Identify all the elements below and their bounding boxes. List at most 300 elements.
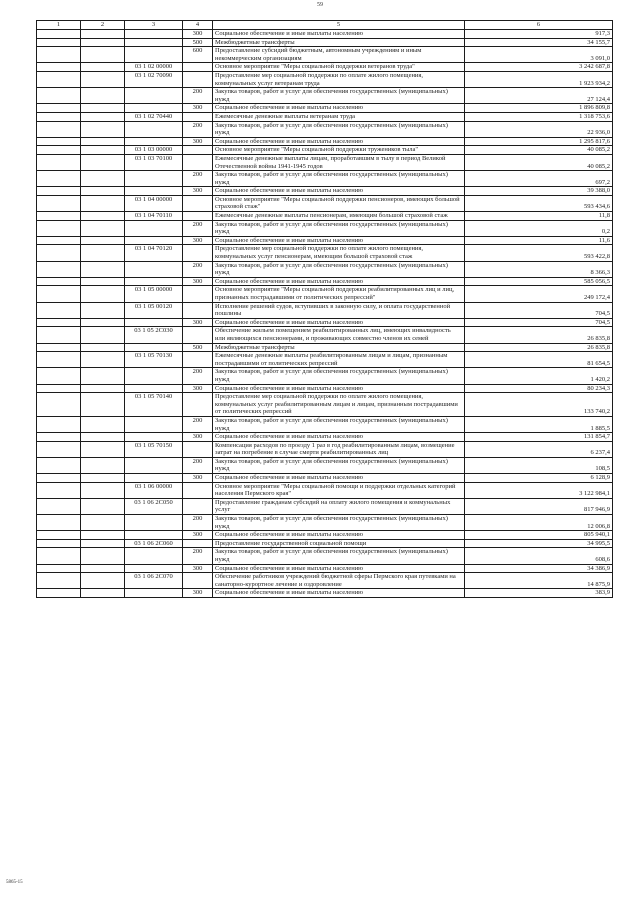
cell-description: Закупка товаров, работ и услуг для обеспечения государственных (муниципальных) нужд [213, 220, 465, 236]
cell-expense-type: 200 [183, 261, 213, 277]
cell-expense-type: 300 [183, 384, 213, 393]
cell-target-code [125, 564, 183, 573]
cell-col-1 [37, 245, 81, 261]
cell-amount: 26 835,8 [465, 327, 613, 343]
cell-amount: 383,9 [465, 589, 613, 598]
cell-amount: 805 940,1 [465, 531, 613, 540]
cell-description: Социальное обеспечение и иные выплаты населению [213, 564, 465, 573]
cell-amount: 593 434,6 [465, 195, 613, 211]
header-col-2: 2 [81, 21, 125, 30]
cell-target-code: 03 1 04 70120 [125, 245, 183, 261]
cell-expense-type: 200 [183, 220, 213, 236]
table-row [37, 327, 613, 343]
header-col-5: 5 [213, 21, 465, 30]
cell-expense-type: 500 [183, 343, 213, 352]
cell-target-code: 03 1 05 2С030 [125, 327, 183, 343]
cell-description: Закупка товаров, работ и услуг для обеспечения государственных (муниципальных) нужд [213, 548, 465, 564]
cell-target-code: 03 1 05 70150 [125, 441, 183, 457]
cell-amount: 81 654,5 [465, 352, 613, 368]
cell-description: Предоставление мер социальной поддержки по оплате жилого помещения, коммунальных услуг ветеранам труда [213, 71, 465, 87]
table-row [37, 474, 613, 483]
cell-expense-type: 500 [183, 38, 213, 47]
cell-col-1 [37, 195, 81, 211]
cell-description: Предоставление мер социальной поддержки по оплате жилого помещения, коммунальных услуг реабилитированным лицам и лицам, признанным пострадавшими от политических репрессий [213, 393, 465, 417]
cell-target-code [125, 104, 183, 113]
cell-col-2 [81, 368, 125, 384]
cell-col-1 [37, 71, 81, 87]
cell-col-2 [81, 220, 125, 236]
table-row [37, 88, 613, 104]
cell-col-1 [37, 318, 81, 327]
cell-description: Социальное обеспечение и иные выплаты населению [213, 236, 465, 245]
cell-description: Социальное обеспечение и иные выплаты населению [213, 187, 465, 196]
cell-col-1 [37, 63, 81, 72]
cell-col-2 [81, 482, 125, 498]
cell-col-2 [81, 112, 125, 121]
cell-target-code [125, 589, 183, 598]
cell-amount: 34 155,7 [465, 38, 613, 47]
cell-col-2 [81, 384, 125, 393]
cell-target-code [125, 515, 183, 531]
cell-target-code: 03 1 06 2С070 [125, 573, 183, 589]
cell-description: Закупка товаров, работ и услуг для обеспечения государственных (муниципальных) нужд [213, 416, 465, 432]
cell-col-1 [37, 441, 81, 457]
table-row [37, 573, 613, 589]
cell-description: Основное мероприятие "Меры социальной поддержки ветеранов труда" [213, 63, 465, 72]
cell-col-2 [81, 352, 125, 368]
cell-col-1 [37, 474, 81, 483]
cell-target-code [125, 318, 183, 327]
cell-amount: 39 388,0 [465, 187, 613, 196]
cell-target-code [125, 88, 183, 104]
cell-col-2 [81, 71, 125, 87]
table-row [37, 515, 613, 531]
cell-col-2 [81, 548, 125, 564]
cell-col-2 [81, 539, 125, 548]
cell-expense-type [183, 71, 213, 87]
cell-expense-type [183, 573, 213, 589]
cell-col-1 [37, 343, 81, 352]
cell-expense-type [183, 539, 213, 548]
cell-col-2 [81, 47, 125, 63]
cell-expense-type [183, 498, 213, 514]
cell-target-code: 03 1 05 00120 [125, 302, 183, 318]
page-number: 59 [317, 2, 323, 8]
cell-expense-type [183, 154, 213, 170]
cell-target-code [125, 236, 183, 245]
cell-col-1 [37, 121, 81, 137]
table-row [37, 531, 613, 540]
table-row [37, 441, 613, 457]
table-row [37, 104, 613, 113]
cell-col-1 [37, 171, 81, 187]
cell-expense-type: 300 [183, 589, 213, 598]
cell-description: Предоставление субсидий бюджетным, автономным учреждениям и иным некоммерческим организациям [213, 47, 465, 63]
cell-amount: 917,3 [465, 30, 613, 39]
cell-col-1 [37, 393, 81, 417]
cell-amount: 12 006,8 [465, 515, 613, 531]
cell-target-code: 03 1 05 70130 [125, 352, 183, 368]
cell-amount: 817 946,9 [465, 498, 613, 514]
cell-description: Ежемесячные денежные выплаты лицам, проработавшим в тылу в период Великой Отечественной войны 1941-1945 годов [213, 154, 465, 170]
cell-amount: 40 085,2 [465, 154, 613, 170]
cell-col-2 [81, 88, 125, 104]
cell-expense-type: 200 [183, 88, 213, 104]
cell-target-code: 03 1 04 00000 [125, 195, 183, 211]
table-row [37, 539, 613, 548]
cell-col-1 [37, 498, 81, 514]
cell-col-1 [37, 548, 81, 564]
cell-col-2 [81, 573, 125, 589]
cell-expense-type: 200 [183, 368, 213, 384]
cell-col-2 [81, 30, 125, 39]
cell-col-2 [81, 286, 125, 302]
cell-col-1 [37, 531, 81, 540]
cell-col-2 [81, 38, 125, 47]
cell-target-code [125, 187, 183, 196]
cell-amount: 6 237,4 [465, 441, 613, 457]
cell-target-code [125, 47, 183, 63]
cell-amount: 608,6 [465, 548, 613, 564]
table-row [37, 416, 613, 432]
cell-expense-type: 300 [183, 137, 213, 146]
cell-amount: 11,6 [465, 236, 613, 245]
cell-col-1 [37, 104, 81, 113]
cell-description: Основное мероприятие "Меры социальной поддержки тружеников тыла" [213, 146, 465, 155]
cell-expense-type [183, 63, 213, 72]
cell-target-code [125, 548, 183, 564]
cell-expense-type [183, 302, 213, 318]
cell-description: Обеспечение жильем помещением реабилитированных лиц, имеющих инвалидность или являющихся пенсионерами, и проживающих совместно членов их семей [213, 327, 465, 343]
cell-target-code: 03 1 03 00000 [125, 146, 183, 155]
cell-target-code: 03 1 06 2С050 [125, 498, 183, 514]
table-row [37, 30, 613, 39]
table-row [37, 121, 613, 137]
cell-target-code [125, 261, 183, 277]
cell-expense-type: 300 [183, 187, 213, 196]
cell-target-code: 03 1 06 2С060 [125, 539, 183, 548]
table-row [37, 112, 613, 121]
table-row [37, 195, 613, 211]
cell-expense-type [183, 393, 213, 417]
cell-amount: 0,2 [465, 220, 613, 236]
cell-expense-type [183, 327, 213, 343]
cell-col-1 [37, 286, 81, 302]
cell-col-2 [81, 187, 125, 196]
cell-col-1 [37, 220, 81, 236]
footer-code: 5865-15 [6, 880, 23, 885]
cell-target-code [125, 384, 183, 393]
cell-expense-type [183, 112, 213, 121]
cell-amount: 3 122 984,1 [465, 482, 613, 498]
cell-target-code [125, 368, 183, 384]
cell-description: Социальное обеспечение и иные выплаты населению [213, 318, 465, 327]
cell-col-2 [81, 433, 125, 442]
header-col-3: 3 [125, 21, 183, 30]
cell-col-2 [81, 498, 125, 514]
cell-col-1 [37, 187, 81, 196]
cell-col-2 [81, 457, 125, 473]
table-row [37, 47, 613, 63]
table-row [37, 498, 613, 514]
cell-description: Социальное обеспечение и иные выплаты населению [213, 277, 465, 286]
cell-expense-type: 300 [183, 564, 213, 573]
cell-amount: 133 740,2 [465, 393, 613, 417]
cell-col-2 [81, 104, 125, 113]
cell-target-code [125, 38, 183, 47]
cell-col-1 [37, 146, 81, 155]
cell-col-2 [81, 416, 125, 432]
cell-target-code: 03 1 03 70100 [125, 154, 183, 170]
cell-amount: 1 295 817,6 [465, 137, 613, 146]
cell-expense-type [183, 286, 213, 302]
cell-col-1 [37, 88, 81, 104]
cell-description: Межбюджетные трансферты [213, 343, 465, 352]
cell-target-code [125, 171, 183, 187]
table-row [37, 318, 613, 327]
cell-col-1 [37, 38, 81, 47]
table-row [37, 343, 613, 352]
cell-target-code [125, 474, 183, 483]
cell-col-2 [81, 318, 125, 327]
cell-expense-type [183, 441, 213, 457]
table-row [37, 63, 613, 72]
cell-expense-type: 200 [183, 121, 213, 137]
cell-col-2 [81, 212, 125, 221]
cell-col-2 [81, 277, 125, 286]
cell-target-code: 03 1 05 70140 [125, 393, 183, 417]
cell-amount: 34 386,9 [465, 564, 613, 573]
cell-description: Межбюджетные трансферты [213, 38, 465, 47]
cell-target-code [125, 137, 183, 146]
cell-description: Социальное обеспечение и иные выплаты населению [213, 589, 465, 598]
cell-col-2 [81, 236, 125, 245]
cell-description: Предоставление гражданам субсидий на оплату жилого помещения и коммунальных услуг [213, 498, 465, 514]
cell-description: Закупка товаров, работ и услуг для обеспечения государственных (муниципальных) нужд [213, 368, 465, 384]
cell-expense-type: 300 [183, 104, 213, 113]
cell-col-1 [37, 433, 81, 442]
cell-description: Ежемесячные денежные выплаты ветеранам труда [213, 112, 465, 121]
table-row [37, 433, 613, 442]
cell-target-code [125, 416, 183, 432]
cell-amount: 131 854,7 [465, 433, 613, 442]
cell-amount: 697,2 [465, 171, 613, 187]
table-row [37, 564, 613, 573]
table-row [37, 589, 613, 598]
table-header-row [37, 21, 613, 30]
cell-amount: 14 875,9 [465, 573, 613, 589]
table-row [37, 393, 613, 417]
cell-description: Социальное обеспечение и иные выплаты населению [213, 104, 465, 113]
cell-col-1 [37, 261, 81, 277]
cell-col-2 [81, 137, 125, 146]
table-body [37, 30, 613, 598]
table-row [37, 482, 613, 498]
cell-expense-type: 200 [183, 171, 213, 187]
cell-col-1 [37, 384, 81, 393]
cell-description: Социальное обеспечение и иные выплаты населению [213, 137, 465, 146]
table-row [37, 277, 613, 286]
cell-description: Ежемесячные денежные выплаты реабилитированным лицам и лицам, признанным пострадавшими от политических репрессий [213, 352, 465, 368]
cell-col-2 [81, 564, 125, 573]
cell-col-2 [81, 515, 125, 531]
cell-target-code: 03 1 02 70090 [125, 71, 183, 87]
table-row [37, 154, 613, 170]
cell-col-1 [37, 302, 81, 318]
table-row [37, 302, 613, 318]
cell-col-1 [37, 457, 81, 473]
cell-description: Исполнение решений судов, вступивших в законную силу, и оплата государственной пошлины [213, 302, 465, 318]
table-row [37, 171, 613, 187]
cell-amount: 585 056,5 [465, 277, 613, 286]
cell-amount: 11,8 [465, 212, 613, 221]
cell-expense-type: 300 [183, 318, 213, 327]
cell-target-code: 03 1 06 00000 [125, 482, 183, 498]
cell-col-1 [37, 30, 81, 39]
cell-col-1 [37, 564, 81, 573]
cell-col-1 [37, 515, 81, 531]
cell-description: Ежемесячные денежные выплаты пенсионерам, имеющим большой страховой стаж [213, 212, 465, 221]
cell-col-1 [37, 539, 81, 548]
cell-amount: 1 420,2 [465, 368, 613, 384]
cell-expense-type [183, 212, 213, 221]
cell-target-code: 03 1 05 00000 [125, 286, 183, 302]
cell-expense-type: 300 [183, 236, 213, 245]
header-col-4: 4 [183, 21, 213, 30]
cell-description: Обеспечение работников учреждений бюджетной сферы Пермского края путевками на санаторно-курортное лечение и оздоровление [213, 573, 465, 589]
cell-col-1 [37, 236, 81, 245]
cell-target-code [125, 343, 183, 352]
cell-target-code: 03 1 04 70110 [125, 212, 183, 221]
cell-description: Социальное обеспечение и иные выплаты населению [213, 433, 465, 442]
cell-amount: 1 923 934,2 [465, 71, 613, 87]
table-row [37, 245, 613, 261]
cell-col-1 [37, 368, 81, 384]
cell-description: Социальное обеспечение и иные выплаты населению [213, 384, 465, 393]
cell-col-1 [37, 416, 81, 432]
cell-expense-type [183, 352, 213, 368]
cell-col-1 [37, 112, 81, 121]
cell-description: Закупка товаров, работ и услуг для обеспечения государственных (муниципальных) нужд [213, 88, 465, 104]
cell-expense-type [183, 245, 213, 261]
cell-description: Закупка товаров, работ и услуг для обеспечения государственных (муниципальных) нужд [213, 171, 465, 187]
cell-target-code [125, 121, 183, 137]
cell-expense-type: 200 [183, 416, 213, 432]
cell-col-2 [81, 589, 125, 598]
cell-col-2 [81, 121, 125, 137]
cell-description: Предоставление государственной социальной помощи [213, 539, 465, 548]
cell-expense-type: 200 [183, 515, 213, 531]
cell-description: Основное мероприятие "Меры социальной поддержки пенсионеров, имеющих большой страховой стаж" [213, 195, 465, 211]
table-row [37, 146, 613, 155]
cell-description: Закупка товаров, работ и услуг для обеспечения государственных (муниципальных) нужд [213, 457, 465, 473]
cell-description: Предоставление мер социальной поддержки по оплате жилого помещения, коммунальных услуг пенсионерам, имеющим большой страховой стаж [213, 245, 465, 261]
cell-expense-type: 300 [183, 531, 213, 540]
cell-description: Закупка товаров, работ и услуг для обеспечения государственных (муниципальных) нужд [213, 515, 465, 531]
table-row [37, 261, 613, 277]
cell-col-2 [81, 327, 125, 343]
cell-amount: 80 234,3 [465, 384, 613, 393]
header-col-6: 6 [465, 21, 613, 30]
cell-description: Социальное обеспечение и иные выплаты населению [213, 474, 465, 483]
cell-target-code [125, 433, 183, 442]
cell-amount: 593 422,8 [465, 245, 613, 261]
cell-amount: 26 835,8 [465, 343, 613, 352]
cell-col-1 [37, 47, 81, 63]
cell-description: Компенсация расходов по проезду 1 раз в год реабилитированным лицам, возмещение затрат на погребение в случае смерти реабилитированных лиц [213, 441, 465, 457]
cell-expense-type: 600 [183, 47, 213, 63]
cell-description: Закупка товаров, работ и услуг для обеспечения государственных (муниципальных) нужд [213, 261, 465, 277]
cell-amount: 34 995,5 [465, 539, 613, 548]
cell-col-2 [81, 171, 125, 187]
cell-amount: 3 091,0 [465, 47, 613, 63]
cell-col-1 [37, 212, 81, 221]
cell-col-2 [81, 154, 125, 170]
cell-col-2 [81, 195, 125, 211]
cell-col-2 [81, 531, 125, 540]
cell-amount: 108,5 [465, 457, 613, 473]
cell-description: Социальное обеспечение и иные выплаты населению [213, 531, 465, 540]
table-row [37, 220, 613, 236]
cell-col-1 [37, 573, 81, 589]
table-row [37, 212, 613, 221]
cell-expense-type: 300 [183, 30, 213, 39]
table-row [37, 137, 613, 146]
cell-col-2 [81, 302, 125, 318]
cell-expense-type: 300 [183, 433, 213, 442]
header-col-1: 1 [37, 21, 81, 30]
cell-amount: 1 896 809,8 [465, 104, 613, 113]
cell-amount: 3 242 687,8 [465, 63, 613, 72]
cell-col-1 [37, 352, 81, 368]
cell-col-2 [81, 474, 125, 483]
cell-col-1 [37, 327, 81, 343]
cell-amount: 1 318 753,6 [465, 112, 613, 121]
cell-col-2 [81, 343, 125, 352]
cell-col-2 [81, 245, 125, 261]
budget-table [36, 20, 613, 598]
cell-amount: 8 366,3 [465, 261, 613, 277]
cell-col-1 [37, 482, 81, 498]
cell-amount: 249 172,4 [465, 286, 613, 302]
cell-col-2 [81, 261, 125, 277]
cell-description: Социальное обеспечение и иные выплаты населению [213, 30, 465, 39]
cell-description: Закупка товаров, работ и услуг для обеспечения государственных (муниципальных) нужд [213, 121, 465, 137]
cell-target-code [125, 30, 183, 39]
cell-col-1 [37, 137, 81, 146]
cell-col-1 [37, 277, 81, 286]
cell-col-1 [37, 154, 81, 170]
cell-expense-type [183, 195, 213, 211]
cell-target-code [125, 277, 183, 286]
cell-col-2 [81, 146, 125, 155]
cell-expense-type [183, 146, 213, 155]
cell-expense-type: 200 [183, 457, 213, 473]
cell-description: Основное мероприятие "Меры социальной помощи и поддержки отдельных категорий населения Пермского края" [213, 482, 465, 498]
cell-expense-type: 300 [183, 474, 213, 483]
cell-target-code [125, 531, 183, 540]
cell-amount: 22 936,0 [465, 121, 613, 137]
cell-amount: 704,5 [465, 318, 613, 327]
table-row [37, 384, 613, 393]
cell-col-2 [81, 63, 125, 72]
cell-amount: 1 885,5 [465, 416, 613, 432]
table-row [37, 368, 613, 384]
table-row [37, 71, 613, 87]
cell-expense-type: 300 [183, 277, 213, 286]
cell-target-code [125, 457, 183, 473]
cell-amount: 27 124,4 [465, 88, 613, 104]
